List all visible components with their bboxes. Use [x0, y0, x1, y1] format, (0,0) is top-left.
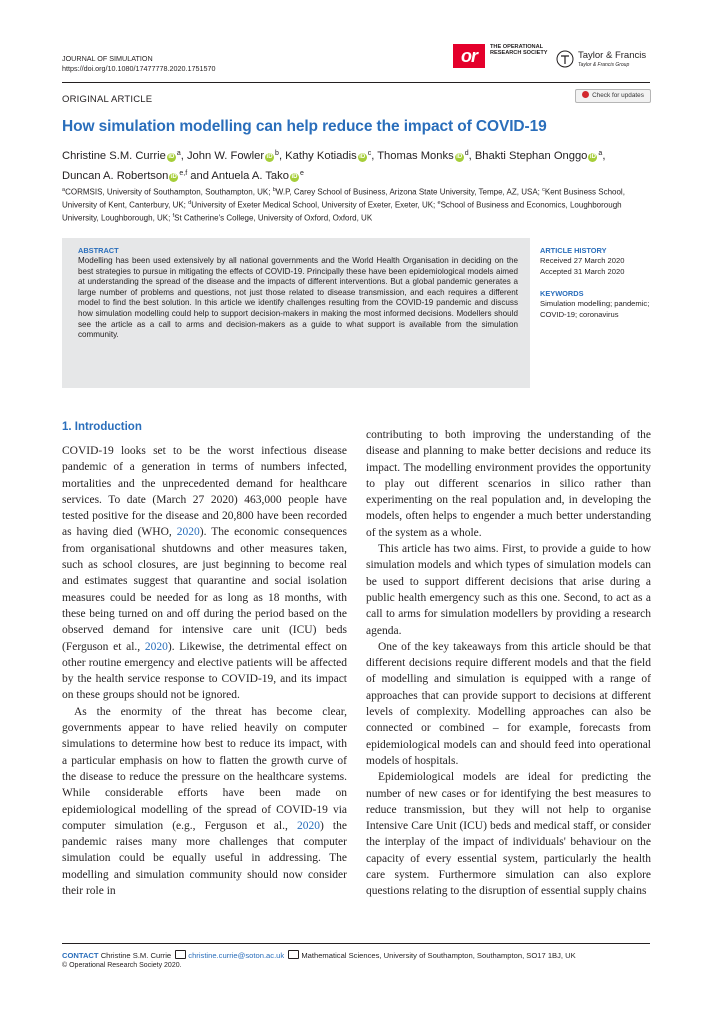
orcid-icon[interactable]: iD [266, 154, 273, 160]
affiliation-text: W.P, Carey School of Business, Arizona State University, Tempe, AZ, USA; [275, 187, 543, 197]
doi-link[interactable]: https://doi.org/10.1080/17477778.2020.1751570 [62, 64, 216, 73]
contact-name: Christine S.M. Currie [100, 951, 172, 960]
orcid-icon[interactable]: iD [291, 174, 298, 180]
abstract-label: ABSTRACT [78, 246, 119, 255]
affiliation-mark: a [62, 187, 66, 193]
footer-divider [62, 943, 650, 944]
affiliation-text: University of Exeter Medical School, University of Exeter, Exeter, UK; [191, 200, 438, 210]
paragraph [62, 704, 347, 900]
author-separator: , [371, 150, 378, 162]
body-column-left [62, 443, 347, 899]
keywords-text: Simulation modelling; pandemic; COVID-19; coronavirus [540, 299, 650, 319]
header-divider [62, 82, 650, 83]
orcid-icon[interactable]: iD [359, 154, 366, 160]
paragraph: One of the key takeaways from this article should be that different decisions require different models and that the field of modelling and simulation is equipped with a range of approaches that can provide support to decisions at different levels of complexity. Modelling approaches can also be connected or combined – for example, forecasts from epidemiological models can and should feed into operational models of hospitals. [366, 640, 651, 767]
contact-address: Mathematical Sciences, University of Southampton, Southampton, SO17 1BJ, UK [301, 951, 576, 960]
orcid-icon[interactable]: iD [168, 154, 175, 160]
journal-header [62, 54, 215, 74]
publisher-subtitle: Taylor & Francis Group [578, 62, 630, 68]
author-affiliation-mark: b [275, 150, 279, 157]
contact-line [62, 950, 576, 961]
ors-logo-text: THE OPERATIONAL RESEARCH SOCIETY [490, 44, 548, 57]
author-affiliation-mark: e [299, 170, 304, 177]
citation-link[interactable]: 2020 [296, 819, 320, 832]
ors-logo: or [453, 44, 485, 68]
contact-email-link[interactable]: christine.currie@soton.ac.uk [188, 951, 285, 960]
check-for-updates-button[interactable] [575, 89, 651, 103]
author-affiliation-mark: c [367, 150, 372, 157]
author-separator: , [278, 150, 286, 162]
contact-label: CONTACT [62, 951, 99, 960]
affiliation-mark: f [172, 213, 175, 220]
affiliation-mark: d [188, 200, 192, 207]
check-updates-label: Check for updates [592, 92, 644, 99]
paragraph [62, 443, 347, 704]
author-name: Duncan A. Robertson [62, 170, 169, 182]
body-column-right [366, 427, 651, 900]
article-title: How simulation modelling can help reduce the impact of COVID-19 [62, 118, 547, 135]
article-type: ORIGINAL ARTICLE [62, 94, 153, 105]
affiliation-text: Kent Business School, University of Kent, Canterbury, UK; [62, 187, 625, 210]
author-name: Christine S.M. Currie [62, 150, 166, 162]
author-separator: , [602, 150, 606, 162]
abstract-text: Modelling has been used extensively by all national governments and the World Health Organisation in deciding on the best strategies to pursue in mitigating the effects of COVID-19. Principally these have been epidemiological models aimed at understanding the spread of the disease and the impacts of different interventions. But a global pandemic generates a large number of problems and questions, not just those related to disease transmission, and each requires a different model to find the best solution. In this article we identify challenges resulting from the COVID-19 pandemic and discuss how simulation modelling could help to support decision-makers in making the most informed decisions. Modellers should see the article as a call to arms and decision-makers as a guide to what support is available from the simulation community. [78, 256, 518, 340]
text-run: ). The economic consequences from organisational shutdowns and other measures taken, such as school closures, are just beginning to become real and estimates suggest that quarantine and social isolation measures could be needed for as long as 18 months, with these being turned on and off during the period based on the observed demand for intensive care unit (ICU) beds (Ferguson et al., [62, 526, 347, 653]
affiliation-mark: e [437, 200, 441, 207]
keywords-label: KEYWORDS [540, 289, 584, 298]
received-date: Received 27 March 2020 [540, 256, 625, 265]
author-name: John W. Fowler [186, 150, 265, 162]
journal-name: JOURNAL OF SIMULATION [62, 54, 153, 63]
article-history-label: ARTICLE HISTORY [540, 246, 607, 255]
copyright: © Operational Research Society 2020. [62, 962, 182, 969]
article-history [540, 256, 624, 277]
affiliation-mark: c [542, 187, 545, 193]
citation-link[interactable]: 2020 [144, 640, 168, 653]
paragraph: Epidemiological models are ideal for predicting the number of new cases or for identifying the best measures to reduce transmission, but they will not help to organise Intensive Care Unit (ICU) beds and medical staff, or consider the interplay of the impact of individuals' behaviour on the capacity of every essential system, particularly the health care system. Furthermore simulation can also explore questions relating to the disruption of essential supply chains [366, 771, 651, 898]
address-icon [288, 950, 299, 959]
author-affiliation-mark: a [176, 150, 181, 157]
accepted-date: Accepted 31 March 2020 [540, 266, 625, 276]
author-affiliation-mark: d [464, 150, 469, 157]
author-separator: , [180, 150, 187, 162]
citation-link[interactable]: 2020 [176, 526, 200, 539]
author-affiliation-mark: e,f [179, 170, 188, 177]
text-run: As the enormity of the threat has become clear, governments appear to have relied heavily on computer simulations to determine how best to reduce its impact, with a particular emphasis on how to flatten the growth curve of the disease to reduce the pressure on the healthcare systems. While considerable efforts have been made on epidemiological modelling of the spread of COVID-19 via computer simulation (e.g., Ferguson et al., [62, 705, 347, 832]
update-icon [582, 91, 589, 98]
affiliations [62, 185, 652, 224]
publisher-name: Taylor & Francis [578, 50, 647, 61]
author-name: Kathy Kotiadis [285, 150, 357, 162]
affiliation-text: St Catherine's College, University of Oxford, Oxford, UK [174, 213, 373, 223]
author-separator: and [187, 170, 212, 182]
author-affiliation-mark: a [598, 150, 603, 157]
author-name: Bhakti Stephan Onggo [474, 150, 588, 162]
affiliation-mark: b [272, 187, 276, 193]
taylor-francis-logo-icon [556, 50, 574, 68]
orcid-icon[interactable]: iD [456, 154, 463, 160]
affiliation-text: CORMSIS, University of Southampton, Southampton, UK; [65, 187, 273, 197]
author-name: Thomas Monks [377, 150, 454, 162]
text-run: ). Likewise, the detrimental effect on other routine emergency and elective patients will be affected by the health service response to COVID-19, and its impact on these groups should not be ignored. [62, 640, 348, 702]
orcid-icon[interactable]: iD [589, 154, 596, 160]
author-separator: , [468, 150, 475, 162]
orcid-icon[interactable]: iD [170, 174, 177, 180]
text-run: ) the pandemic raises many more challenges that computer simulation could be equally useful in addressing. The modelling and simulation community should now consider their role in [62, 819, 347, 898]
email-icon [175, 950, 186, 959]
section-heading-introduction: 1. Introduction [62, 421, 142, 433]
affiliation-text: School of Business and Economics, Loughborough University, Loughborough, UK; [62, 200, 622, 223]
paragraph: contributing to both improving the understanding of the disease and planning to make better decisions and reduce its impact. The modelling environment provides the opportunity to play out different scenarios in silico rather than experimenting on the real population and, in developing the models, often helps to engender a much better understanding of the system as a whole. [366, 429, 651, 539]
author-name: Antuela A. Tako [211, 170, 289, 182]
author-list [62, 145, 662, 185]
paragraph: This article has two aims. First, to provide a guide to how simulation models and which types of simulation models can be used to support different decisions that arise during a public health emergency such as this one. Second, to act as a call to arms for simulation modellers by providing a research agenda. [366, 543, 651, 637]
text-run: COVID-19 looks set to be the worst infectious disease pandemic of a generation in terms of numbers infected, mortalities and the unprecedented demand for healthcare services. To date (March 27 2020) 463,000 people have tested positive for the disease and 20,800 have been recorded as having died (WHO, [62, 445, 347, 539]
